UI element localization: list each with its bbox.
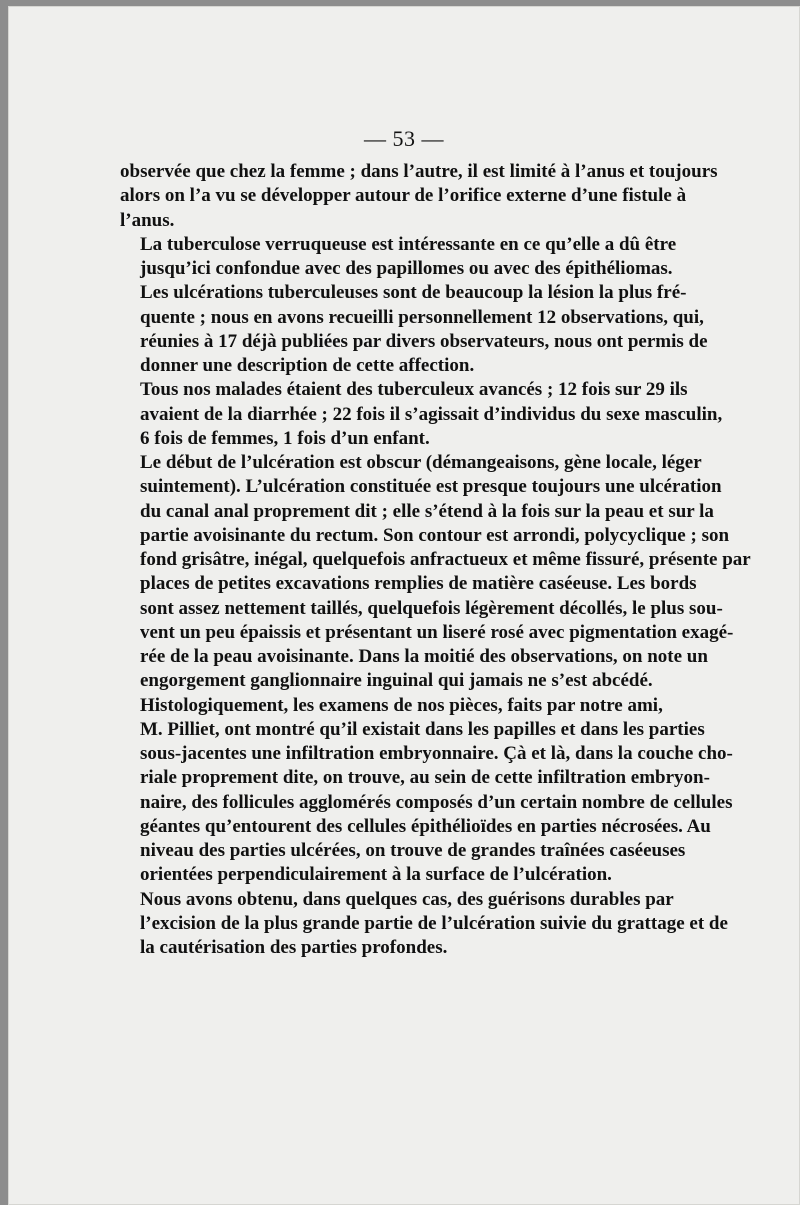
paragraph-3 xyxy=(120,281,708,378)
text-line: engorgement ganglionnaire inguinal qui jamais ne s’est abcédé. xyxy=(140,670,653,692)
text-line: riale proprement dite, on trouve, au sein de cette infiltration embryon- xyxy=(140,767,710,789)
text-line: Histologiquement, les examens de nos pièces, faits par notre ami, xyxy=(140,694,663,716)
text-line: sont assez nettement taillés, quelquefois légèrement décollés, le plus sou- xyxy=(140,597,723,619)
text-line: 6 fois de femmes, 1 fois d’un enfant. xyxy=(140,427,430,449)
text-line: Les ulcérations tuberculeuses sont de beaucoup la lésion la plus fré- xyxy=(140,282,687,304)
text-line: jusqu’ici confondue avec des papillomes ou avec des épithéliomas. xyxy=(140,258,673,279)
text-line: l’excision de la plus grande partie de l’ulcération suivie du grattage et de xyxy=(140,912,728,934)
text-line: Nous avons obtenu, dans quelques cas, des guérisons durables par xyxy=(140,888,674,910)
paragraph-1 xyxy=(120,160,718,233)
text-line: observée que chez la femme ; dans l’autre, il est limité à l’anus et toujours xyxy=(120,161,718,182)
text-line: alors on l’a vu se développer autour de l’orifice externe d’une fistule à xyxy=(120,185,687,207)
paragraph-4 xyxy=(120,378,723,451)
text-line: l’anus. xyxy=(120,209,175,231)
text-line: la cautérisation des parties profondes. xyxy=(140,937,448,958)
text-line: réunies à 17 déjà publiées par divers observateurs, nous ont permis de xyxy=(140,330,708,352)
paragraph-2 xyxy=(120,233,677,282)
paragraph-6 xyxy=(120,694,733,888)
text-line: La tuberculose verruqueuse est intéressante en ce qu’elle a dû être xyxy=(140,233,677,255)
text-line: géantes qu’entourent des cellules épithélioïdes en parties nécrosées. Au xyxy=(140,815,711,837)
text-line: naire, des follicules agglomérés composés d’un certain nombre de cellules xyxy=(140,791,733,813)
text-line: Le début de l’ulcération est obscur (démangeaisons, gène locale, léger xyxy=(140,452,702,473)
text-line: vent un peu épaissis et présentant un liseré rosé avec pigmentation exagé- xyxy=(140,621,734,643)
text-line: Tous nos malades étaient des tuberculeux avancés ; 12 fois sur 29 ils xyxy=(140,379,688,401)
text-line: places de petites excavations remplies de matière caséeuse. Les bords xyxy=(140,573,697,595)
text-line: orientées perpendiculairement à la surface de l’ulcération. xyxy=(140,864,612,886)
text-line: sous-jacentes une infiltration embryonnaire. Çà et là, dans la couche cho- xyxy=(140,743,733,764)
text-line: du canal anal proprement dit ; elle s’étend à la fois sur la peau et sur la xyxy=(140,500,714,522)
book-page xyxy=(8,6,800,1205)
body-text xyxy=(120,160,751,960)
paragraph-5 xyxy=(120,451,751,694)
page-number: — 53 — xyxy=(364,126,444,151)
paragraph-7 xyxy=(120,888,728,961)
text-line: M. Pilliet, ont montré qu’il existait dans les papilles et dans les parties xyxy=(140,718,705,740)
text-line: rée de la peau avoisinante. Dans la moitié des observations, on note un xyxy=(140,646,708,667)
text-line: donner une description de cette affection. xyxy=(140,355,475,376)
text-line: avaient de la diarrhée ; 22 fois il s’agissait d’individus du sexe masculin, xyxy=(140,403,723,425)
text-line: partie avoisinante du rectum. Son contour est arrondi, polycyclique ; son xyxy=(140,524,730,546)
text-line: quente ; nous en avons recueilli personnellement 12 observations, qui, xyxy=(140,306,704,328)
text-line: niveau des parties ulcérées, on trouve de grandes traînées caséeuses xyxy=(140,840,686,861)
text-line: suintement). L’ulcération constituée est presque toujours une ulcération xyxy=(140,476,722,498)
text-line: fond grisâtre, inégal, quelquefois anfractueux et même fissuré, présente par xyxy=(140,549,751,570)
